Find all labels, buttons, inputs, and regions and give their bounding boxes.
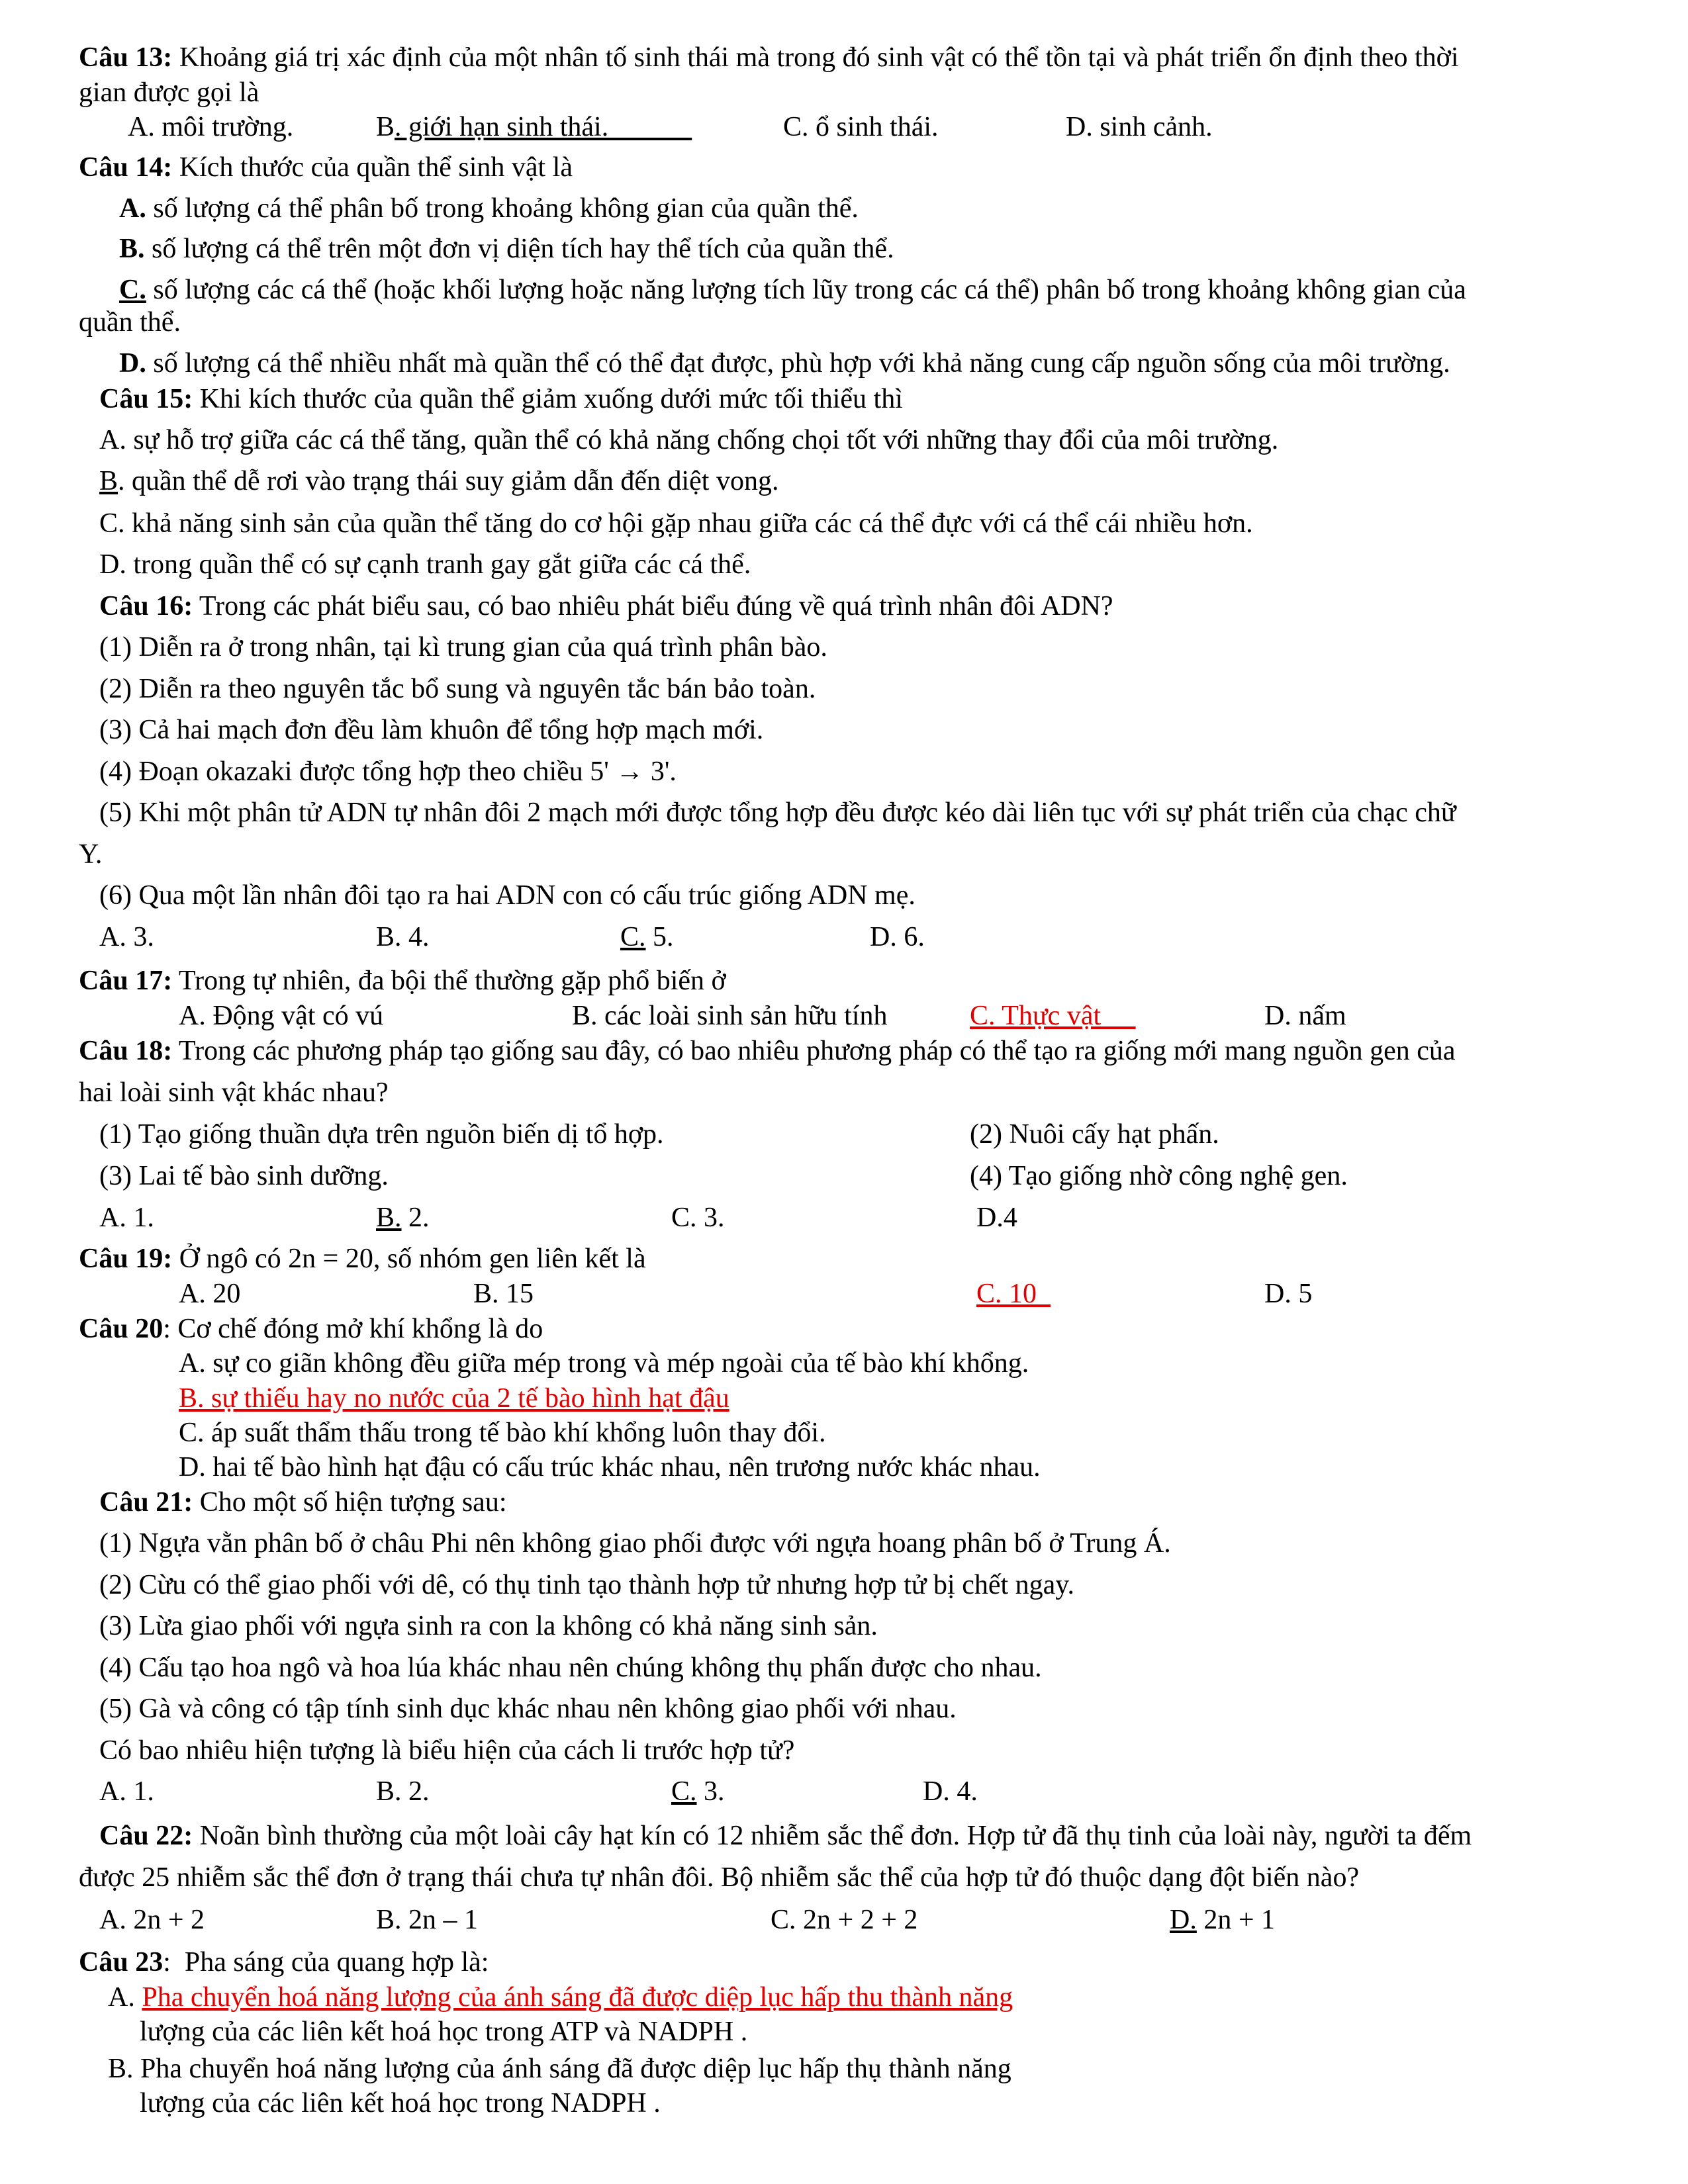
q17-stem: Câu 17: Trong tự nhiên, đa bội thể thường gặp phổ biến ở <box>79 966 726 996</box>
q13-option-b: B. giới hạn sinh thái. <box>376 112 692 142</box>
q20-label: Câu 20 <box>79 1314 164 1344</box>
q21-phenomenon-4: (4) Cấu tạo hoa ngô và hoa lúa khác nhau nên chúng không thụ phấn được cho nhau. <box>99 1653 1042 1683</box>
q18-option-d: D.4 <box>976 1203 1017 1233</box>
q22-stem-line1: Câu 22: Noãn bình thường của một loài cây hạt kín có 12 nhiễm sắc thể đơn. Hợp tử đã thụ tinh của loài này, người ta đếm <box>99 1821 1472 1851</box>
q23-option-b-line2: lượng của các liên kết hoá học trong NADPH . <box>140 2088 661 2118</box>
q17-option-a: A. Động vật có vú <box>179 1001 384 1031</box>
q15-stem: Câu 15: Khi kích thước của quần thể giảm xuống dưới mức tối thiểu thì <box>99 384 903 414</box>
q16-option-d: D. 6. <box>870 922 925 952</box>
q15-option-a: A. sự hỗ trợ giữa các cá thể tăng, quần thể có khả năng chống chọi tốt với những thay đổi của môi trường. <box>99 425 1279 455</box>
q16-statement-5-line2: Y. <box>79 839 103 870</box>
q19-option-d: D. 5 <box>1264 1279 1313 1309</box>
q17-option-b: B. các loài sinh sản hữu tính <box>572 1001 888 1031</box>
q23-option-a-answer: Pha chuyển hoá năng lượng của ánh sáng đã được diệp lục hấp thu thành năng <box>142 1982 1013 2013</box>
q18-method-1: (1) Tạo giống thuần dựa trên nguồn biến dị tổ hợp. <box>99 1119 664 1150</box>
q23-stem: Câu 23: Pha sáng của quang hợp là: <box>79 1947 489 1978</box>
q22-label: Câu 22: <box>99 1821 193 1851</box>
q16-statement-6: (6) Qua một lần nhân đôi tạo ra hai ADN con có cấu trúc giống ADN mẹ. <box>99 880 915 911</box>
q18-option-a: A. 1. <box>99 1203 154 1233</box>
q21-option-b: B. 2. <box>376 1776 430 1807</box>
q21-question: Có bao nhiêu hiện tượng là biểu hiện của cách li trước hợp tử? <box>99 1735 795 1766</box>
q21-phenomenon-5: (5) Gà và công có tập tính sinh dục khác nhau nên không giao phối với nhau. <box>99 1694 957 1724</box>
q21-phenomenon-3: (3) Lừa giao phối với ngựa sinh ra con la không có khả năng sinh sản. <box>99 1611 878 1641</box>
q19-label: Câu 19: <box>79 1244 173 1274</box>
q18-option-b: B. 2. <box>376 1203 430 1233</box>
q13-label: Câu 13: <box>79 42 173 73</box>
q17-option-c-answer: C. Thực vật <box>970 1001 1136 1031</box>
q23-label: Câu 23 <box>79 1947 164 1978</box>
q20-option-b-answer: B. sự thiếu hay no nước của 2 tế bào hình hạt đậu <box>179 1383 729 1414</box>
q19-option-b: B. 15 <box>473 1279 534 1309</box>
q20-option-d: D. hai tế bào hình hạt đậu có cấu trúc khác nhau, nên trương nước khác nhau. <box>179 1452 1041 1482</box>
q22-stem-line2: được 25 nhiễm sắc thể đơn ở trạng thái chưa tự nhân đôi. Bộ nhiễm sắc thể của hợp tử đó thuộc dạng đột biến nào? <box>79 1862 1360 1893</box>
q22-option-d: D. 2n + 1 <box>1170 1905 1276 1935</box>
q20-option-a: A. sự co giãn không đều giữa mép trong và mép ngoài của tế bào khí khổng. <box>179 1348 1029 1379</box>
q15-label: Câu 15: <box>99 384 193 414</box>
q22-option-b: B. 2n – 1 <box>376 1905 479 1935</box>
q23-option-a-line2: lượng của các liên kết hoá học trong ATP và NADPH . <box>140 2017 748 2047</box>
q15-option-b: B. quần thể dễ rơi vào trạng thái suy giảm dẫn đến diệt vong. <box>99 466 779 496</box>
q18-label: Câu 18: <box>79 1036 173 1066</box>
q21-option-c: C. 3. <box>671 1776 725 1807</box>
q21-phenomenon-1: (1) Ngựa vằn phân bố ở châu Phi nên không giao phối được với ngựa hoang phân bố ở Trung Á. <box>99 1528 1171 1559</box>
q14-option-c-line2: quần thể. <box>79 307 181 338</box>
q16-statement-3: (3) Cả hai mạch đơn đều làm khuôn để tổng hợp mạch mới. <box>99 715 764 745</box>
q21-label: Câu 21: <box>99 1487 193 1518</box>
q18-option-c: C. 3. <box>671 1203 725 1233</box>
q14-option-a: A. số lượng cá thể phân bố trong khoảng không gian của quần thể. <box>119 193 859 224</box>
q16-label: Câu 16: <box>99 591 193 621</box>
q14-stem: Câu 14: Kích thước của quần thể sinh vật là <box>79 152 573 183</box>
q19-stem: Câu 19: Ở ngô có 2n = 20, số nhóm gen liên kết là <box>79 1244 646 1274</box>
q20-stem: Câu 20: Cơ chế đóng mở khí khổng là do <box>79 1314 543 1344</box>
q15-option-c: C. khả năng sinh sản của quần thể tăng do cơ hội gặp nhau giữa các cá thể đực với cá thể cái nhiều hơn. <box>99 508 1253 539</box>
q22-option-c: C. 2n + 2 + 2 <box>771 1905 918 1935</box>
q14-option-c-line1: C. số lượng các cá thể (hoặc khối lượng hoặc năng lượng tích lũy trong các cá thể) phân bố trong khoảng không gian của <box>119 275 1466 305</box>
q15-option-d: D. trong quần thể có sự cạnh tranh gay gắt giữa các cá thể. <box>99 549 751 580</box>
q23-option-a-line1: A. Pha chuyển hoá năng lượng của ánh sáng đã được diệp lục hấp thu thành năng <box>108 1982 1013 2013</box>
q16-stem: Câu 16: Trong các phát biểu sau, có bao nhiêu phát biểu đúng về quá trình nhân đôi ADN? <box>99 591 1113 621</box>
q16-option-b: B. 4. <box>376 922 430 952</box>
q21-stem: Câu 21: Cho một số hiện tượng sau: <box>99 1487 507 1518</box>
q16-statement-1: (1) Diễn ra ở trong nhân, tại kì trung gian của quá trình phân bào. <box>99 632 827 662</box>
q16-option-c: C. 5. <box>620 922 674 952</box>
q13-option-c: C. ổ sinh thái. <box>783 112 939 142</box>
q23-option-b-line1: B. Pha chuyển hoá năng lượng của ánh sáng đã được diệp lục hấp thụ thành năng <box>108 2054 1011 2084</box>
q18-method-4: (4) Tạo giống nhờ công nghệ gen. <box>970 1161 1348 1191</box>
q18-method-3: (3) Lai tế bào sinh dưỡng. <box>99 1161 389 1191</box>
q18-method-2: (2) Nuôi cấy hạt phấn. <box>970 1119 1219 1150</box>
q16-statement-2: (2) Diễn ra theo nguyên tắc bổ sung và nguyên tắc bán bảo toàn. <box>99 674 816 704</box>
q14-option-d: D. số lượng cá thể nhiều nhất mà quần thể có thể đạt được, phù hợp với khả năng cung cấp nguồn sống của môi trường. <box>119 348 1450 379</box>
q21-option-a: A. 1. <box>99 1776 154 1807</box>
q14-option-b: B. số lượng cá thể trên một đơn vị diện tích hay thể tích của quần thể. <box>119 234 894 264</box>
q13-option-a: A. môi trường. <box>128 112 294 142</box>
q18-stem-line1: Câu 18: Trong các phương pháp tạo giống sau đây, có bao nhiêu phương pháp có thể tạo ra giống mới mang nguồn gen của <box>79 1036 1456 1066</box>
q17-option-d: D. nấm <box>1264 1001 1346 1031</box>
q13-option-d: D. sinh cảnh. <box>1066 112 1213 142</box>
q21-option-d: D. 4. <box>923 1776 978 1807</box>
q19-option-c-answer: C. 10 <box>976 1279 1051 1309</box>
q19-option-a: A. 20 <box>179 1279 241 1309</box>
q14-label: Câu 14: <box>79 152 173 183</box>
q22-option-a: A. 2n + 2 <box>99 1905 205 1935</box>
q13-stem-line1: Câu 13: Khoảng giá trị xác định của một nhân tố sinh thái mà trong đó sinh vật có thể tồn tại và phát triển ổn định theo thời <box>79 42 1459 73</box>
q16-statement-5-line1: (5) Khi một phân tử ADN tự nhân đôi 2 mạch mới được tổng hợp đều được kéo dài liên tục với sự phát triển của chạc chữ <box>99 797 1456 828</box>
q17-label: Câu 17: <box>79 966 173 996</box>
q16-option-a: A. 3. <box>99 922 154 952</box>
q18-stem-line2: hai loài sinh vật khác nhau? <box>79 1077 389 1108</box>
q16-statement-4: (4) Đoạn okazaki được tổng hợp theo chiều 5' → 3'. <box>99 756 677 787</box>
q21-phenomenon-2: (2) Cừu có thể giao phối với dê, có thụ tinh tạo thành hợp tử nhưng hợp tử bị chết ngay. <box>99 1570 1075 1600</box>
q13-stem-line2: gian được gọi là <box>79 77 259 108</box>
q20-option-c: C. áp suất thẩm thấu trong tế bào khí khổng luôn thay đổi. <box>179 1418 826 1448</box>
